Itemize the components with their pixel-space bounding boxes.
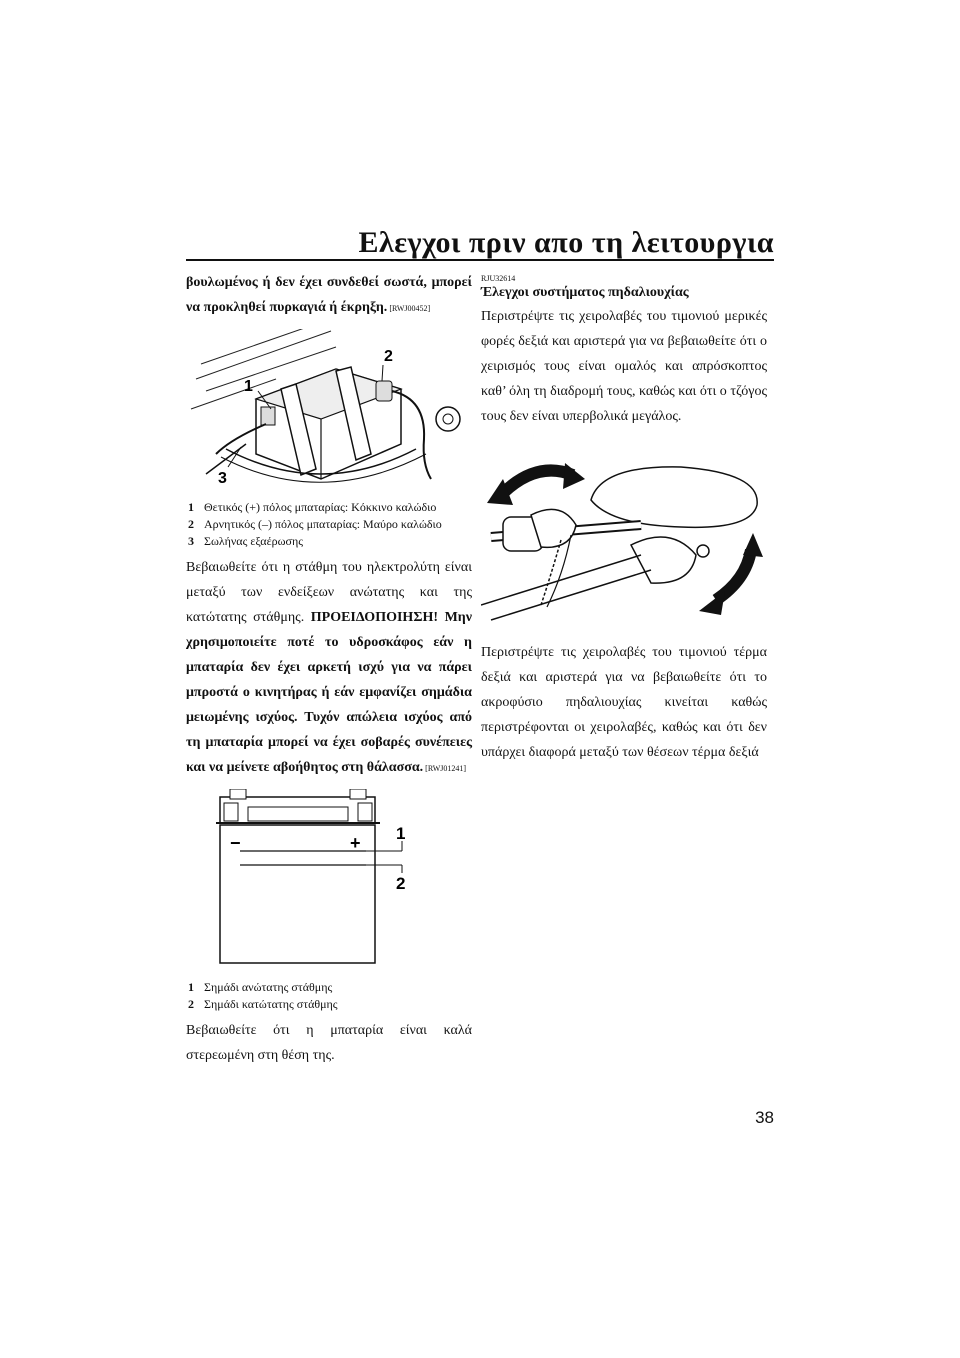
caption-item bbox=[186, 534, 472, 549]
caption-number: 2 bbox=[188, 997, 194, 1011]
caption-item bbox=[186, 500, 472, 515]
caption-number: 1 bbox=[188, 980, 194, 994]
warning-text: βουλωμένος ή δεν έχει συνδεθεί σωστά, μπορεί να προκληθεί πυρκαγιά ή έκρηξη. bbox=[186, 275, 472, 315]
caption-text: Θετικός (+) πόλος μπαταρίας: Κόκκινο καλώδιο bbox=[204, 500, 437, 514]
caption-number: 1 bbox=[188, 500, 194, 514]
steering-figure bbox=[481, 455, 767, 630]
callout-3: 3 bbox=[218, 470, 227, 487]
electrolyte-paragraph bbox=[186, 555, 472, 781]
caption-item bbox=[186, 980, 472, 995]
page-number: 38 bbox=[755, 1108, 774, 1127]
caption-item bbox=[186, 997, 472, 1012]
steering-paragraph-2: Περιστρέψτε τις χειρολαβές του τιμονιού τέρμα δεξιά και αριστερά για να βεβαιωθείτε ότι το ακροφύσιο πηδαλιουχίας κινείται καθώς περιστρέφονται οι χειρολαβές, καθώς και ότι δεν υπάρχει διαφορά μεταξύ των θέσεων τέρμα δεξιά bbox=[481, 645, 767, 760]
steering-paragraph-1: Περιστρέψτε τις χειρολαβές του τιμονιού μερικές φορές δεξιά και αριστερά για να βεβαιωθείτε ότι ο χειρισμός τους είναι ομαλός και απρόσκοπτος καθ’ όλη τη διαδρομή τους, καθώς και ότι ο τζόγος τους δεν είναι υπερβολικά μεγάλος. bbox=[481, 309, 767, 424]
electrolyte-figure bbox=[186, 789, 472, 974]
battery-figure bbox=[186, 329, 472, 494]
caption-text: Σημάδι ανώτατης στάθμης bbox=[204, 980, 333, 994]
section-title: Έλεγχοι συστήματος πηδαλιουχίας bbox=[481, 285, 689, 300]
battery-secure-paragraph: Βεβαιωθείτε ότι η μπαταρία είναι καλά στερεωμένη στη θέση της. bbox=[186, 1023, 472, 1063]
warning-continuation bbox=[186, 270, 472, 321]
callout-1: 1 bbox=[244, 378, 253, 395]
callout-1: 1 bbox=[396, 824, 406, 843]
warning-code: [RWJ00452] bbox=[389, 304, 431, 313]
warning-text: ΠΡΟΕΙΔΟΠΟΙΗΣΗ! Μην χρησιμοποιείτε ποτέ το υδροσκάφος εάν η μπαταρία δεν έχει αρκετή ισχύ για να πάρει μπροστά ο κινητήρας ή εάν εμφανίζει σημάδια μειωμένης ισχύος. Τυχόν απώλεια ισχύος από τη μπαταρία μπορεί να έχει σοβαρές συνέπειες και να μείνετε αβοήθητος στη θάλασσα. bbox=[186, 610, 472, 775]
minus-sign: − bbox=[230, 833, 241, 853]
caption-number: 3 bbox=[188, 534, 194, 548]
electrolyte-level-illustration bbox=[186, 789, 472, 969]
caption-item bbox=[186, 517, 472, 532]
caption-text: Αρνητικός (–) πόλος μπαταρίας: Μαύρο καλώδιο bbox=[204, 517, 442, 531]
caption-text: Σωλήνας εξαέρωσης bbox=[204, 534, 303, 548]
electrolyte-text: Βεβαιωθείτε ότι η στάθμη του ηλεκτρολύτη είναι μεταξύ των ενδείξεων ανώτατης και της κατώτατης στάθμης. bbox=[186, 560, 472, 625]
page-title: Ελεγχοι πριν απο τη λειτουργια bbox=[358, 226, 774, 259]
callout-2: 2 bbox=[396, 874, 406, 893]
battery-captions bbox=[186, 500, 472, 549]
callout-2: 2 bbox=[384, 348, 393, 365]
electrolyte-captions bbox=[186, 980, 472, 1012]
caption-number: 2 bbox=[188, 517, 194, 531]
right-column bbox=[481, 270, 767, 765]
battery-installation-illustration bbox=[186, 329, 472, 489]
header-rule bbox=[186, 259, 774, 261]
warning-code: [RWJ01241] bbox=[425, 764, 467, 773]
left-column bbox=[186, 270, 472, 1068]
handlebar-illustration bbox=[481, 455, 767, 625]
caption-text: Σημάδι κατώτατης στάθμης bbox=[204, 997, 338, 1011]
plus-sign: + bbox=[350, 833, 361, 853]
section-code: RJU32614 bbox=[481, 274, 516, 283]
